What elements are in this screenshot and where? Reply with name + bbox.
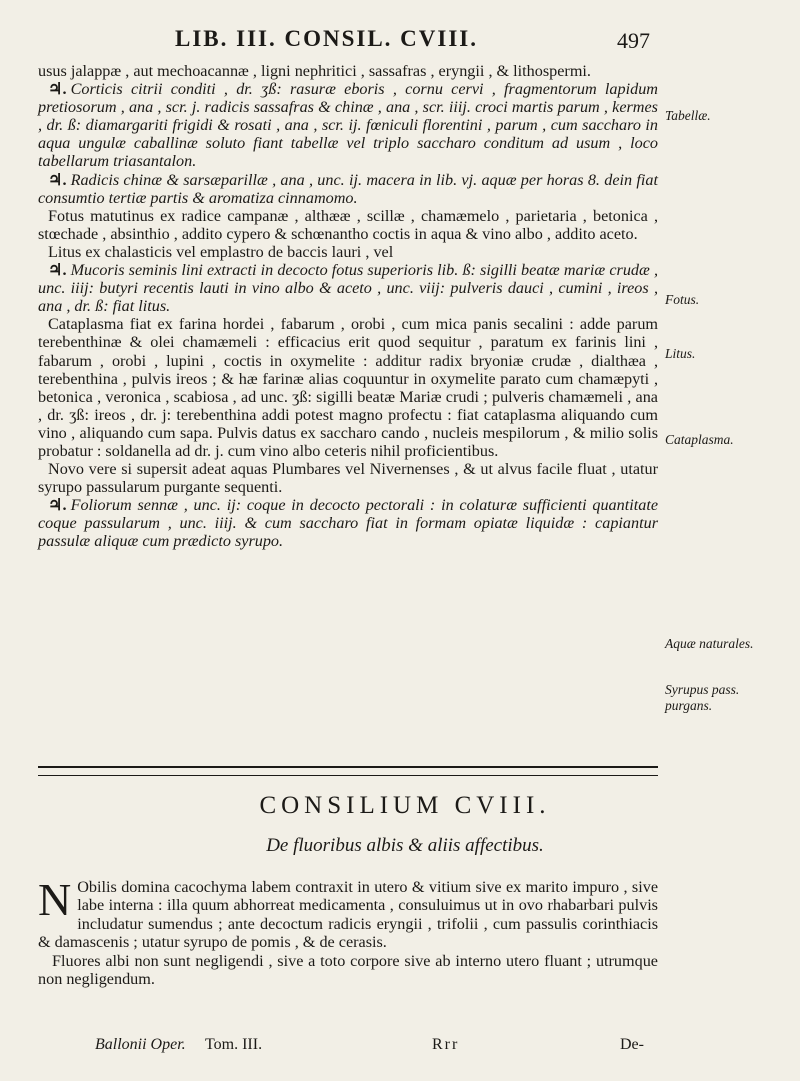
- paragraph: [38, 207, 658, 243]
- recipe-symbol-icon: ♃.: [48, 80, 67, 99]
- paragraph: [38, 315, 658, 460]
- marginal-note: Syrupus pass. purgans.: [665, 682, 740, 713]
- paragraph-text: Novo vere si supersit adeat aquas Plumbares vel Nivernenses , & ut alvus facile fluat , utatur syrupo passularum purgante sequenti.: [38, 460, 658, 497]
- running-head: [0, 26, 800, 56]
- paragraph-text: Cataplasma fiat ex farina hordei , fabarum , orobi , cum mica panis secalini : adde parum terebenthinæ & olei chamæmeli : efficacius erit quod sequitur , paratum ex farinis lini , fabarum , orobi , lupini , coctis in oxymelite : additur radix bryoniæ crudæ , dialthæa , terebenthina , pulvis ireos ; & hæ farinæ alias coquuntur in oxymelite parato cum chamæpyti , betonica , veronica , scabiosa , ad unc. ʒß: sigilli beatæ Mariæ crudi ; pulveris chamæmeli , ana , dr. ʒß: ireos , dr. j: terebenthina addi potest magno profectu : fiat cataplasma aliquando cum vino , aliquando cum sapa. Pulvis datus ex saccharo cando , nucleis mespilorum , & milio solis probatur : soldanella ad dr. j. cum vino albo ceteris nihil proficientibus.: [38, 315, 658, 460]
- paragraph: [38, 243, 658, 261]
- consilium-text: [38, 874, 658, 989]
- footer-catchword: De-: [620, 1036, 644, 1053]
- footer-source: Ballonii Oper.: [95, 1036, 186, 1053]
- section-subtitle: De fluoribus albis & aliis affectibus.: [266, 835, 544, 856]
- recipe-symbol-icon: ♃.: [48, 261, 67, 280]
- prescription-paragraph: [38, 496, 658, 550]
- marginal-note: Litus.: [665, 346, 696, 361]
- marginal-note: Cataplasma.: [665, 432, 734, 447]
- drop-cap: N: [38, 874, 72, 925]
- paragraph-text: usus jalappæ , aut mechoacannæ , ligni nephritici , sassafras , eryngii , & lithospermi.: [38, 62, 591, 80]
- prescription-paragraph: [38, 171, 658, 207]
- paragraph-text: Litus ex chalasticis vel emplastro de baccis lauri , vel: [48, 242, 394, 261]
- paragraph-text: Radicis chinæ & sarsæparillæ , ana , unc. ij. macera in lib. vj. aquæ per horas 8. dein fiat consumtio tertiæ partis & aromatiza cinnamomo.: [38, 170, 658, 207]
- paragraph-text: Obilis domina cacochyma labem contraxit in utero & vitium sive ex marito impuro , sive labe interna : illa quum abhorreat medicamenta , consuluimus ut in ovo rhabarbari pulvis includatur sumendus ; ante decoctum radicis eryngii , trifolii , cum passulis corinthiacis & damascenis ; utatur syrupo de pomis , & de cerasis.: [38, 878, 658, 952]
- paragraph: [38, 460, 658, 496]
- prescription-paragraph: [38, 261, 658, 315]
- paragraph-text: Mucoris seminis lini extracti in decocto fotus superioris lib. ß: sigilli beatæ mariæ crudæ , unc. iiij: butyri recentis lauti in vino albo & aceto , unc. viij: pulveris dauci , cumini , ireos , ana , dr. ß: fiat litus.: [38, 261, 658, 316]
- section-title: CONSILIUM CVIII.: [259, 792, 551, 819]
- footer-volume: Tom. III.: [205, 1036, 263, 1053]
- marginal-note: Fotus.: [665, 292, 700, 307]
- page-number: 497: [617, 28, 650, 53]
- paragraph-text: Corticis citrii conditi , dr. ʒß: rasuræ eboris , cornu cervi , fragmentorum lapidum pretiosorum , ana , scr. j. radicis sassafras & chinæ , ana , scr. iiij. croci martis parum , kermes , dr. ß: diamargariti frigidi & rosati , ana , scr. ij. fœniculi florentini , parum , cum saccharo in aqua ungulæ caballinæ soluto fiant tabellæ vel triplo saccharo conditum ad usum , loco tabellarum triasantalon.: [38, 80, 658, 171]
- paragraph: [38, 952, 658, 989]
- section-divider: [38, 766, 658, 776]
- recipe-symbol-icon: ♃.: [48, 170, 67, 189]
- paragraph-text: Fluores albi non sunt negligendi , sive a toto corpore sive ab interno utero fluant ; utrumque non negligendum.: [38, 951, 658, 989]
- page-footer: [0, 1036, 800, 1060]
- paragraph-text: Fotus matutinus ex radice campanæ , althææ , scillæ , chamæmelo , parietaria , betonica , stœchade , absinthio , addito cypero & schœnantho coctis in aqua & vino albo , addito aceto.: [38, 206, 658, 243]
- prescription-paragraph: [38, 80, 658, 170]
- paragraph: [38, 874, 658, 952]
- prescription-text: [38, 62, 658, 551]
- marginal-note: Aquæ naturales.: [665, 636, 754, 651]
- recipe-symbol-icon: ♃.: [48, 496, 67, 515]
- paragraph-text: Foliorum sennæ , unc. ij: coque in decocto pectorali : in colaturæ sufficienti quantitate coque passularum , unc. iiij. & cum saccharo fiat in formam opiatæ liquidæ : capiantur passulæ aliquæ cum prædicto syrupo.: [38, 496, 658, 551]
- paragraph: [38, 62, 658, 80]
- running-title: LIB. III. CONSIL. CVIII.: [175, 26, 478, 51]
- footer-signature-mark: Rrr: [432, 1036, 460, 1053]
- marginal-note: Tabellæ.: [665, 108, 711, 123]
